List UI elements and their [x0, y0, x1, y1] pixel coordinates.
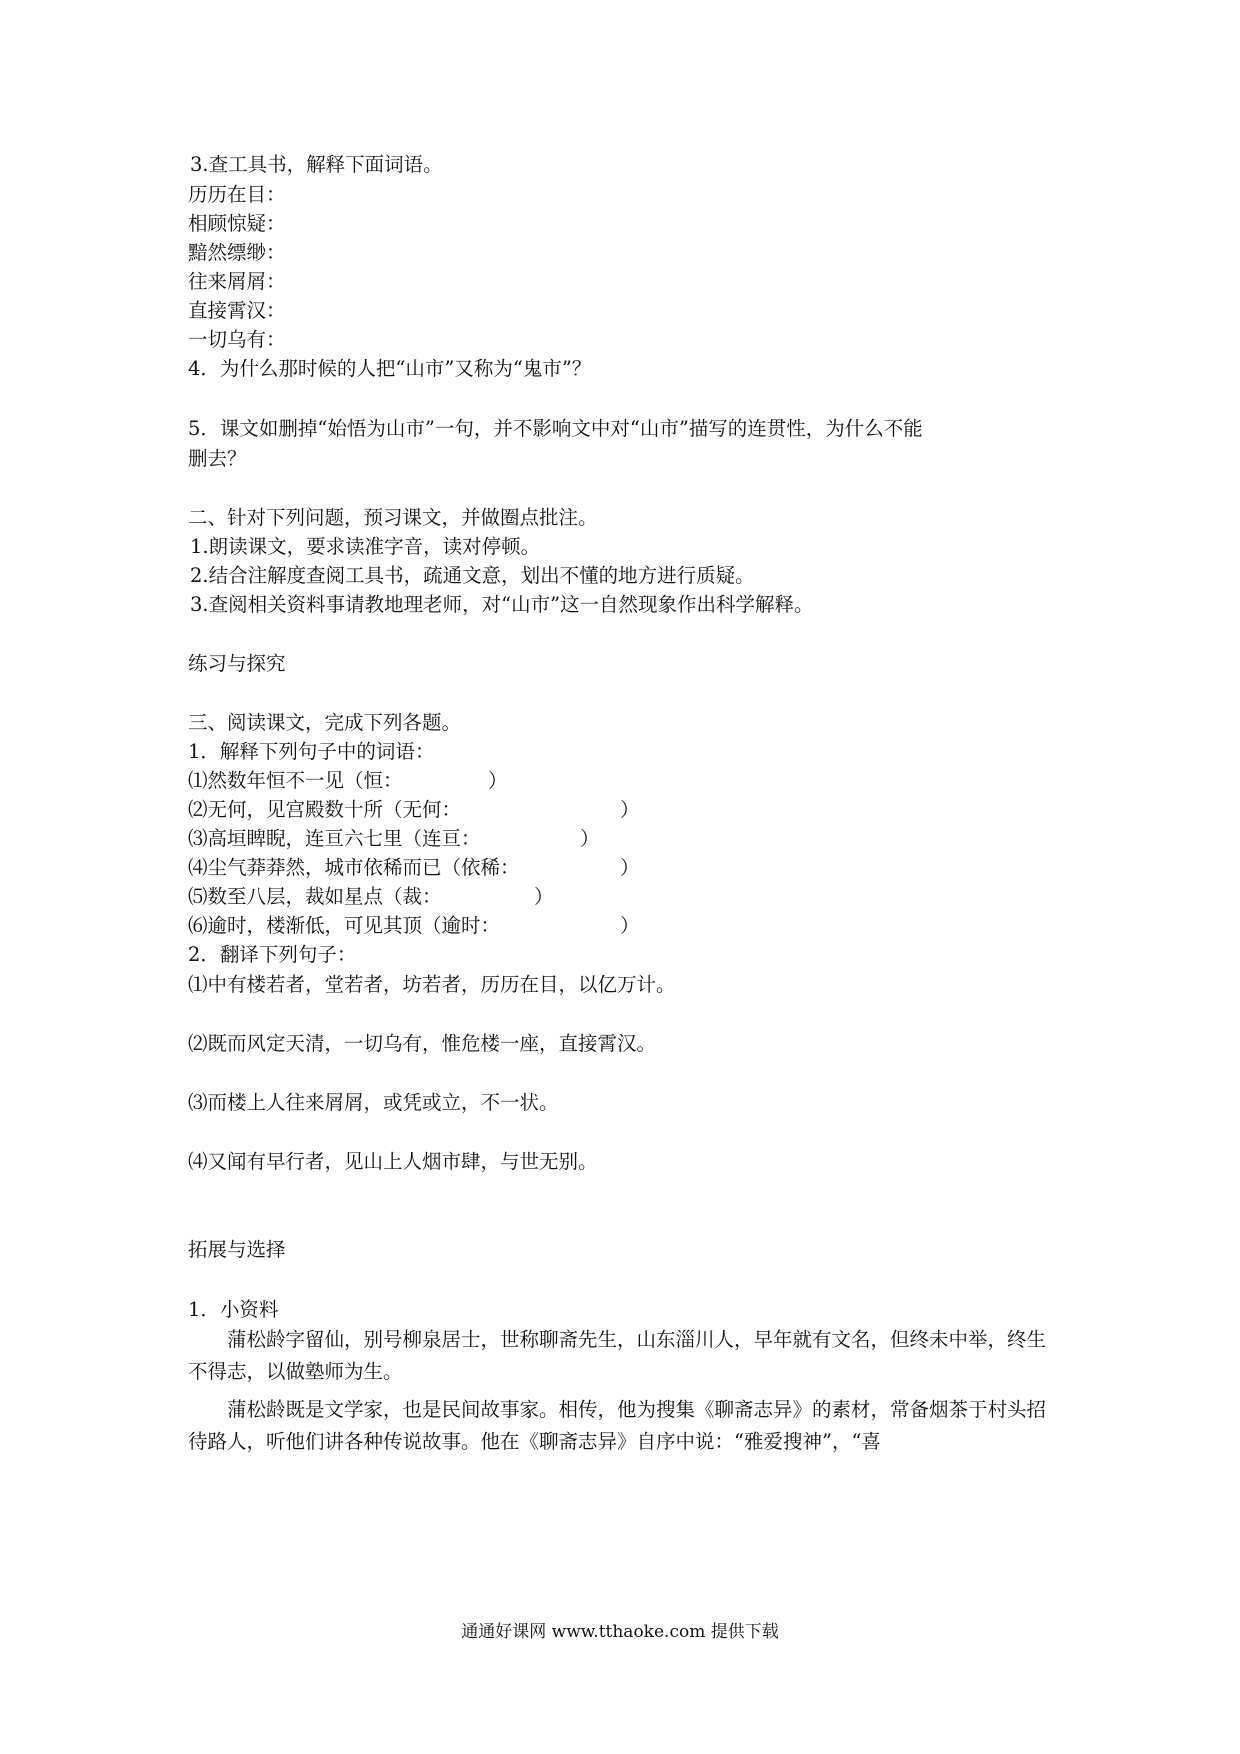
extension-paragraph-1-wrap: [188, 1324, 1060, 1388]
term-3: 黯然缥缈：: [188, 241, 286, 264]
section-3-title: 三、阅读课文，完成下列各题。: [188, 711, 462, 734]
practice-q2-item-1: ⑴中有楼若者，堂若者，坊若者，历历在目，以亿万计。: [188, 973, 676, 996]
close-paren: ）: [580, 827, 600, 850]
term-6: 一切乌有：: [188, 328, 286, 351]
question-3-title: 3.查工具书，解释下面词语。: [190, 153, 443, 176]
practice-q1-item-4: ⑷尘气莽莽然，城市依稀而已（依稀：: [188, 856, 520, 879]
close-paren: ）: [620, 856, 640, 879]
question-5-line-1: 5．课文如删掉“始悟为山市”一句，并不影响文中对“山市”描写的连贯性，为什么不能: [188, 417, 923, 440]
close-paren: ）: [488, 769, 508, 792]
extension-paragraph-2-wrap: [188, 1394, 1060, 1458]
section-2-item-2: 2.结合注解度查阅工具书，疏通文意，划出不懂的地方进行质疑。: [190, 564, 755, 587]
close-paren: ）: [620, 914, 640, 937]
practice-heading: 练习与探究: [188, 652, 286, 675]
term-1: 历历在目：: [188, 183, 286, 206]
page-footer: 通通好课网 www.tthaoke.com 提供下载: [461, 1622, 779, 1642]
extension-paragraph-1: 蒲松龄字留仙，别号柳泉居士，世称聊斋先生，山东淄川人，早年就有文名，但终未中举，终生不得志，以做塾师为生。: [188, 1328, 1047, 1383]
practice-q1-item-6: ⑹逾时，楼渐低，可见其顶（逾时：: [188, 914, 501, 937]
practice-q2-title: 2．翻译下列句子：: [188, 943, 357, 966]
practice-q1-title: 1．解释下列句子中的词语：: [188, 740, 435, 763]
term-5: 直接霄汉：: [188, 299, 286, 322]
close-paren: ）: [534, 885, 554, 908]
term-2: 相顾惊疑：: [188, 212, 286, 235]
practice-q2-item-4: ⑷又闻有早行者，见山上人烟市肆，与世无别。: [188, 1150, 598, 1173]
practice-q1-item-3: ⑶高垣睥睨，连亘六七里（连亘：: [188, 827, 481, 850]
practice-q1-item-2: ⑵无何，见宫殿数十所（无何：: [188, 798, 462, 821]
question-5-line-2: 删去？: [188, 447, 247, 470]
term-4: 往来屑屑：: [188, 270, 286, 293]
section-2-item-3: 3.查阅相关资料事请教地理老师，对“山市”这一自然现象作出科学解释。: [190, 593, 814, 616]
extension-paragraph-2: 蒲松龄既是文学家，也是民间故事家。相传，他为搜集《聊斋志异》的素材，常备烟茶于村头招待路人，听他们讲各种传说故事。他在《聊斋志异》自序中说：“雅爱搜神”，“喜: [188, 1398, 1047, 1453]
practice-q2-item-2: ⑵既而风定天清，一切乌有，惟危楼一座，直接霄汉。: [188, 1032, 657, 1055]
extension-item-1-title: 1．小资料: [188, 1298, 279, 1321]
extension-heading: 拓展与选择: [188, 1238, 286, 1261]
practice-q1-item-5: ⑸数至八层，裁如星点（裁：: [188, 885, 442, 908]
practice-q1-item-1: ⑴然数年恒不一见（恒：: [188, 769, 403, 792]
question-4: 4．为什么那时候的人把“山市”又称为“鬼市”？: [188, 357, 592, 380]
practice-q2-item-3: ⑶而楼上人往来屑屑，或凭或立，不一状。: [188, 1091, 559, 1114]
close-paren: ）: [620, 798, 640, 821]
section-2-title: 二、针对下列问题，预习课文，并做圈点批注。: [188, 506, 598, 529]
section-2-item-1: 1.朗读课文，要求读准字音，读对停顿。: [190, 535, 541, 558]
